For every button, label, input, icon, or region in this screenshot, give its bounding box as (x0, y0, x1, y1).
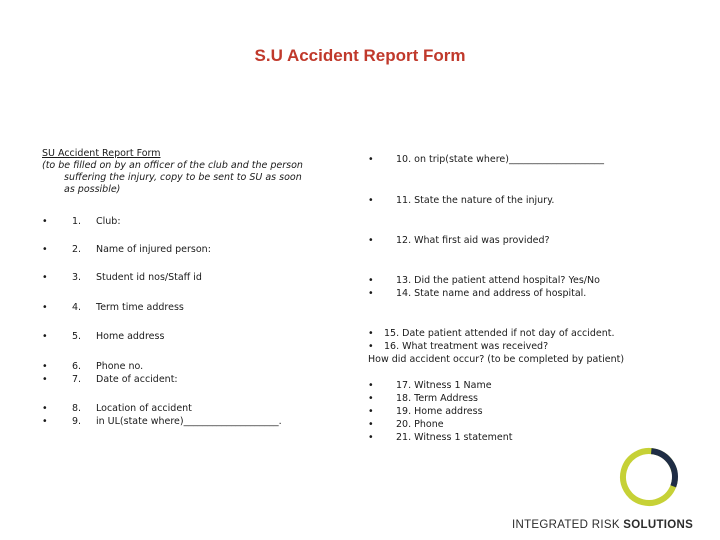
item-text: Student id nos/Staff id (96, 272, 202, 283)
ring-logo-icon (618, 446, 680, 508)
bullet: • (368, 341, 374, 352)
list-item (368, 405, 483, 418)
bullet: • (368, 154, 374, 165)
item-text: Home address (96, 331, 165, 342)
page-title: S.U Accident Report Form (254, 46, 466, 65)
item-text: 20. Phone (396, 419, 444, 430)
item-text: 18. Term Address (396, 393, 479, 404)
list-item (42, 360, 302, 374)
list-item (368, 234, 550, 247)
item-text: 12. What first aid was provided? (396, 235, 550, 246)
item-number: 9. (72, 416, 82, 427)
item-text: Phone no. (96, 361, 144, 372)
item-text: Term time address (96, 302, 184, 313)
list-item (42, 301, 302, 315)
bullet: • (42, 374, 48, 385)
item-text: 10. on trip(state where)____________________ (396, 154, 604, 165)
brand-part-1: INTEGRATED RISK (512, 519, 624, 531)
bullet: • (368, 195, 374, 206)
item-number: 8. (72, 403, 82, 414)
item-text: in UL(state where)____________________. (96, 416, 282, 427)
bullet: • (42, 331, 48, 342)
list-item (42, 402, 302, 416)
bullet: • (368, 235, 374, 246)
item-number: 3. (72, 272, 82, 283)
item-text: 17. Witness 1 Name (396, 380, 492, 391)
list-item (368, 340, 549, 353)
form-note-line-1: (to be filled on by an officer of the club and the person (42, 160, 303, 171)
list-item (42, 215, 302, 229)
bullet: • (42, 403, 48, 414)
list-item (368, 153, 604, 166)
form-heading: SU Accident Report Form (42, 148, 161, 159)
item-text: 11. State the nature of the injury. (396, 195, 555, 206)
bullet: • (368, 275, 374, 286)
bullet: • (368, 328, 374, 339)
bullet: • (42, 216, 48, 227)
item-text: 21. Witness 1 statement (396, 432, 513, 443)
list-item (42, 373, 302, 387)
item-text: Date of accident: (96, 374, 178, 385)
item-number: 5. (72, 331, 82, 342)
form-note-line-2: suffering the injury, copy to be sent to SU as soon (64, 172, 302, 183)
item-text: 14. State name and address of hospital. (396, 288, 587, 299)
company-brand (512, 519, 693, 531)
form-note-line-3: as possible) (64, 184, 121, 195)
how-accident-occurred: How did accident occur? (to be completed by patient) (368, 354, 625, 365)
list-item (368, 431, 513, 444)
item-number: 1. (72, 216, 82, 227)
list-item (368, 418, 444, 431)
list-item (42, 330, 302, 344)
form-intro (42, 148, 314, 196)
brand-part-2: SOLUTIONS (623, 519, 694, 531)
item-text: Name of injured person: (96, 244, 211, 255)
list-item (368, 327, 615, 340)
bullet: • (42, 272, 48, 283)
bullet: • (368, 432, 374, 443)
item-text: 15. Date patient attended if not day of accident. (384, 328, 615, 339)
item-text: Location of accident (96, 403, 192, 414)
item-number: 7. (72, 374, 82, 385)
list-item (368, 287, 587, 300)
list-item (42, 271, 302, 285)
item-number: 4. (72, 302, 82, 313)
bullet: • (368, 419, 374, 430)
item-text: 16. What treatment was received? (384, 341, 549, 352)
bullet: • (42, 302, 48, 313)
bullet: • (42, 244, 48, 255)
list-item (368, 392, 479, 405)
item-text: 13. Did the patient attend hospital? Yes/No (396, 275, 600, 286)
list-item (42, 415, 302, 429)
item-text: Club: (96, 216, 121, 227)
list-item (368, 274, 600, 287)
bullet: • (368, 380, 374, 391)
bullet: • (368, 393, 374, 404)
item-number: 6. (72, 361, 82, 372)
bullet: • (42, 416, 48, 427)
bullet: • (42, 361, 48, 372)
item-text: 19. Home address (396, 406, 483, 417)
list-item (42, 243, 302, 257)
bullet: • (368, 288, 374, 299)
list-item (368, 379, 492, 392)
bullet: • (368, 406, 374, 417)
item-number: 2. (72, 244, 82, 255)
list-item (368, 194, 555, 207)
